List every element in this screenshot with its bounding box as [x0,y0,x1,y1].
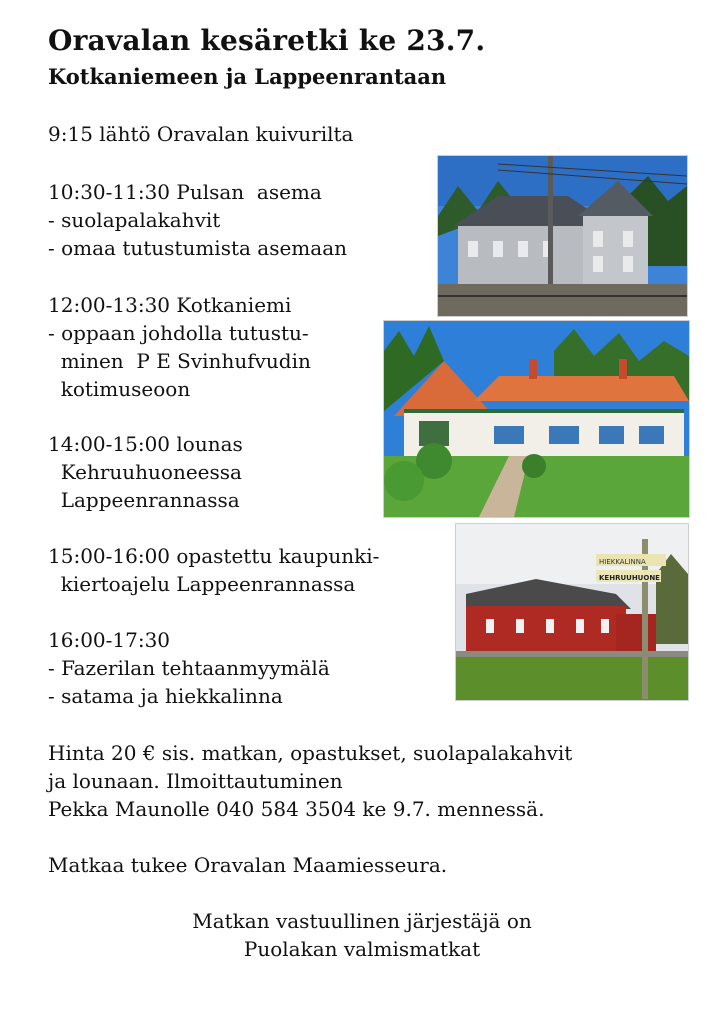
organizer-line-1: Matkan vastuullinen järjestäjä on [192,909,532,933]
kotkaniemi-line-3: kotimuseoon [48,377,191,401]
price-line-2: ja lounaan. Ilmoittautuminen [48,769,343,793]
pulsa-station-photo [437,155,688,317]
sign-text: KEHRUUHUONE [599,574,660,582]
tour-heading: 15:00-16:00 opastettu kaupunki- [48,544,380,568]
price-line-3: Pekka Maunolle 040 584 3504 ke 9.7. mennessä. [48,797,545,821]
fazer-item-harbour: - satama ja hiekkalinna [48,684,283,708]
kotkaniemi-line-2: minen P E Svinhufvudin [48,349,311,373]
organizer-line-2: Puolakan valmismatkat [243,937,481,961]
pulsa-heading: 10:30-11:30 Pulsan asema [48,180,322,204]
tour-line-1: kiertoajelu Lappeenrannassa [48,572,356,596]
fazer-item-shop: - Fazerilan tehtaanmyymälä [48,656,330,680]
kotkaniemi-villa-photo [383,320,690,518]
sign-text-top: HIEKKALINNA [599,558,646,566]
pulsa-item-coffee: - suolapalakahvit [48,208,221,232]
page-subtitle: Kotkaniemeen ja Lappeenrantaan [48,64,447,89]
fazer-heading: 16:00-17:30 [48,628,171,652]
departure-line: 9:15 lähtö Oravalan kuivurilta [48,122,354,146]
lunch-heading: 14:00-15:00 lounas [48,432,243,456]
page-title: Oravalan kesäretki ke 23.7. [48,24,486,57]
price-line-1: Hinta 20 € sis. matkan, opastukset, suolapalakahvit [48,741,573,765]
kotkaniemi-heading: 12:00-13:30 Kotkaniemi [48,293,292,317]
lunch-line-1: Kehruuhuoneessa [48,460,242,484]
lappeenranta-building-photo [455,523,689,701]
kotkaniemi-line-1: - oppaan johdolla tutustu- [48,321,309,345]
lunch-line-2: Lappeenrannassa [48,488,240,512]
sponsor-line: Matkaa tukee Oravalan Maamiesseura. [48,853,448,877]
pulsa-item-tour: - omaa tutustumista asemaan [48,236,348,260]
